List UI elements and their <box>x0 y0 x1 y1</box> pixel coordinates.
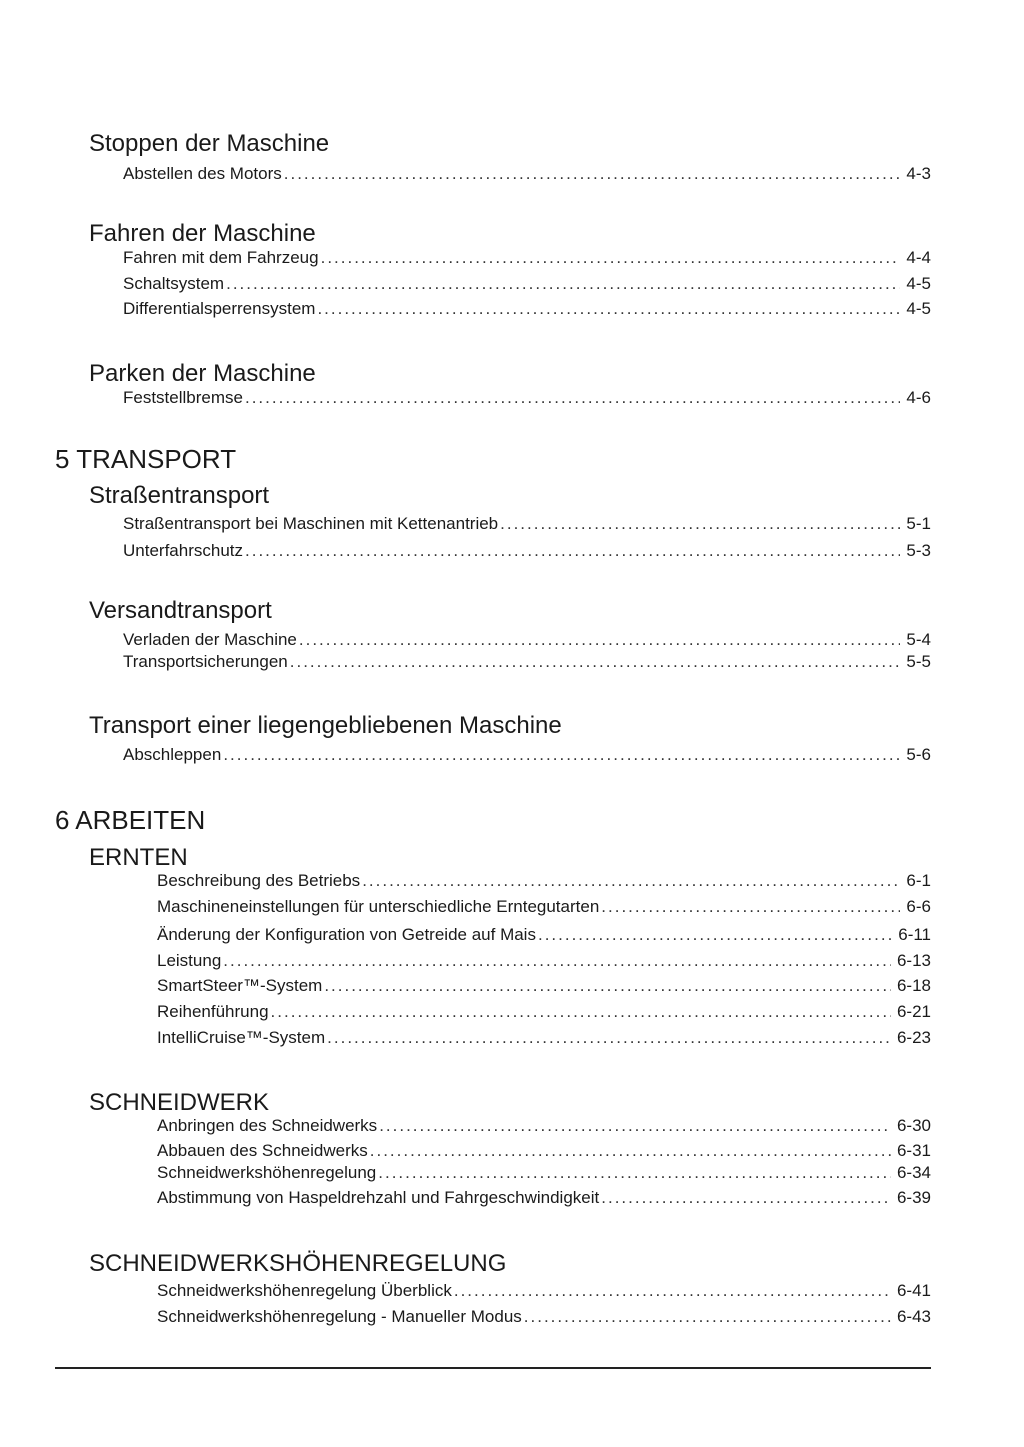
dot-leader <box>379 1116 891 1136</box>
dot-leader <box>601 1188 891 1208</box>
toc-entry-title: IntelliCruise™-System <box>157 1028 326 1047</box>
toc-entry[interactable] <box>157 976 931 1000</box>
section-heading: SCHNEIDWERK <box>89 1089 270 1116</box>
dot-leader <box>226 274 900 294</box>
toc-entry[interactable] <box>123 652 931 676</box>
toc-entry-page: 6-18 <box>896 976 931 995</box>
toc-entry-page: 5-1 <box>906 514 931 533</box>
dot-leader <box>370 1141 891 1161</box>
toc-entry[interactable] <box>123 745 931 769</box>
toc-entry[interactable] <box>123 274 931 298</box>
dot-leader <box>378 1163 891 1183</box>
toc-entry-title: Abschleppen <box>123 745 222 764</box>
toc-entry[interactable] <box>157 1116 931 1140</box>
chapter-heading: 5 TRANSPORT <box>55 444 237 474</box>
section-heading: Parken der Maschine <box>89 360 316 387</box>
dot-leader <box>317 299 900 319</box>
toc-entry-page: 5-5 <box>906 652 931 671</box>
dot-leader <box>327 1028 891 1048</box>
toc-entry[interactable] <box>123 248 931 272</box>
toc-entry-page: 6-21 <box>896 1002 931 1021</box>
footer-rule <box>55 1367 931 1369</box>
toc-entry-title: Reihenführung <box>157 1002 269 1021</box>
section-heading: SCHNEIDWERKSHÖHENREGELUNG <box>89 1250 507 1277</box>
dot-leader <box>245 388 900 408</box>
dot-leader <box>271 1002 891 1022</box>
dot-leader <box>290 652 901 672</box>
toc-entry-page: 4-3 <box>906 164 931 183</box>
dot-leader <box>524 1307 891 1327</box>
toc-entry[interactable] <box>123 514 931 538</box>
dot-leader <box>538 925 892 945</box>
toc-entry-page: 4-5 <box>906 274 931 293</box>
toc-entry-page: 4-5 <box>906 299 931 318</box>
dot-leader <box>321 248 901 268</box>
chapter-heading: 6 ARBEITEN <box>55 805 206 835</box>
dot-leader <box>601 897 900 917</box>
toc-entry-page: 4-6 <box>906 388 931 407</box>
toc-entry-page: 6-6 <box>906 897 931 916</box>
toc-entry-title: Schaltsystem <box>123 274 225 293</box>
toc-entry-title: Straßentransport bei Maschinen mit Kettenantrieb <box>123 514 499 533</box>
toc-entry-page: 6-30 <box>896 1116 931 1135</box>
toc-entry-title: Abbauen des Schneidwerks <box>157 1141 368 1160</box>
section-heading: Stoppen der Maschine <box>89 130 330 157</box>
toc-entry[interactable] <box>157 1141 931 1165</box>
toc-entry-title: Maschineneinstellungen für unterschiedliche Erntegutarten <box>157 897 600 916</box>
toc-entry[interactable] <box>123 541 931 565</box>
toc-entry-page: 5-4 <box>906 630 931 649</box>
toc-entry-title: Transportsicherungen <box>123 652 288 671</box>
toc-entry-page: 6-34 <box>896 1163 931 1182</box>
toc-entry[interactable] <box>123 299 931 323</box>
toc-entry[interactable] <box>157 1281 931 1305</box>
dot-leader <box>362 871 900 891</box>
toc-entry-page: 5-6 <box>906 745 931 764</box>
section-heading: ERNTEN <box>89 844 188 871</box>
toc-entry[interactable] <box>123 388 931 412</box>
toc-entry-page: 6-11 <box>898 925 931 944</box>
toc-entry-title: SmartSteer™-System <box>157 976 323 995</box>
dot-leader <box>223 745 900 765</box>
toc-entry-page: 6-41 <box>896 1281 931 1300</box>
toc-entry-title: Abstellen des Motors <box>123 164 282 183</box>
toc-entry[interactable] <box>157 1028 931 1052</box>
toc-entry-title: Unterfahrschutz <box>123 541 243 560</box>
toc-entry[interactable] <box>157 897 931 921</box>
toc-entry-title: Schneidwerkshöhenregelung Überblick <box>157 1281 452 1300</box>
toc-entry-title: Schneidwerkshöhenregelung - Manueller Modus <box>157 1307 522 1326</box>
toc-entry-title: Änderung der Konfiguration von Getreide auf Mais <box>157 925 536 944</box>
section-heading: Transport einer liegengebliebenen Maschine <box>89 712 562 739</box>
toc-entry-page: 6-43 <box>896 1307 931 1326</box>
toc-entry[interactable] <box>157 1002 931 1026</box>
section-heading: Straßentransport <box>89 482 270 509</box>
toc-entry-title: Leistung <box>157 951 222 970</box>
dot-leader <box>324 976 891 996</box>
dot-leader <box>299 630 901 650</box>
toc-entry[interactable] <box>157 951 931 975</box>
toc-entry-page: 4-4 <box>906 248 931 267</box>
toc-entry-page: 5-3 <box>906 541 931 560</box>
toc-entry[interactable] <box>157 925 931 949</box>
toc-entry-page: 6-1 <box>906 871 931 890</box>
toc-entry-title: Anbringen des Schneidwerks <box>157 1116 378 1135</box>
section-heading: Fahren der Maschine <box>89 220 316 247</box>
section-heading: Versandtransport <box>89 597 272 624</box>
toc-entry-title: Feststellbremse <box>123 388 243 407</box>
toc-entry-title: Abstimmung von Haspeldrehzahl und Fahrgeschwindigkeit <box>157 1188 600 1207</box>
dot-leader <box>284 164 901 184</box>
toc-entry[interactable] <box>157 871 931 895</box>
toc-entry[interactable] <box>157 1188 931 1212</box>
toc-entry-page: 6-13 <box>896 951 931 970</box>
dot-leader <box>500 514 900 534</box>
dot-leader <box>245 541 900 561</box>
toc-entry-title: Verladen der Maschine <box>123 630 297 649</box>
toc-entry-title: Beschreibung des Betriebs <box>157 871 361 890</box>
toc-entry[interactable] <box>123 630 931 654</box>
toc-entry[interactable] <box>157 1307 931 1331</box>
toc-entry-page: 6-31 <box>896 1141 931 1160</box>
toc-entry-title: Differentialsperrensystem <box>123 299 316 318</box>
toc-entry[interactable] <box>157 1163 931 1187</box>
toc-entry[interactable] <box>123 164 931 188</box>
dot-leader <box>454 1281 891 1301</box>
toc-entry-title: Fahren mit dem Fahrzeug <box>123 248 319 267</box>
toc-entry-page: 6-23 <box>896 1028 931 1047</box>
toc-entry-title: Schneidwerkshöhenregelung <box>157 1163 377 1182</box>
dot-leader <box>223 951 891 971</box>
toc-entry-page: 6-39 <box>896 1188 931 1207</box>
